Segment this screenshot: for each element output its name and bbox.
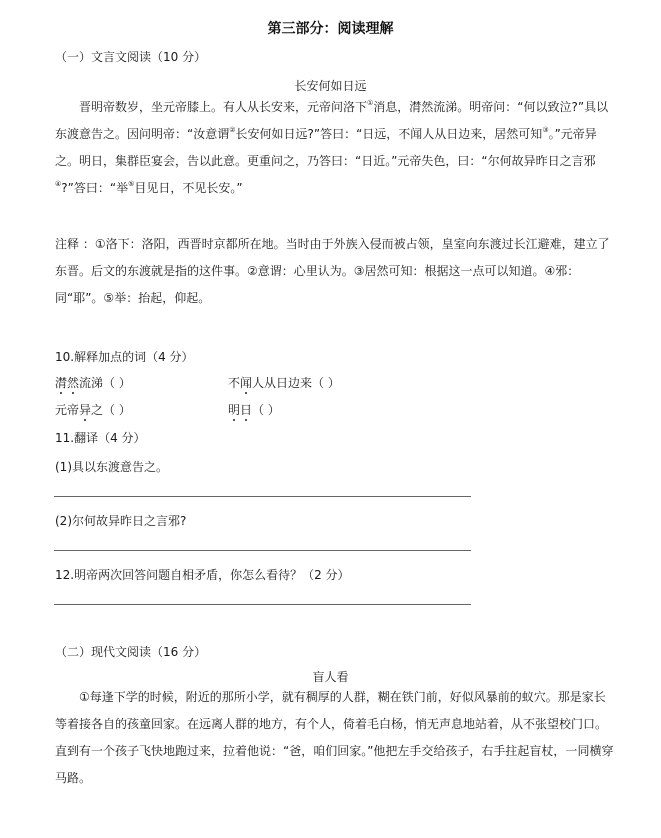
footnote-marker: ④ xyxy=(55,180,62,188)
answer-blank[interactable]: （ ） xyxy=(252,403,280,417)
question-12-label: 12.明帝两次回答问题自相矛盾，你怎么看待？（2 分） xyxy=(55,568,350,582)
dotted-char: 然 xyxy=(67,376,80,390)
q11-item-1: (1)具以东渡意告之。 xyxy=(55,460,168,474)
word-pre: 元帝 xyxy=(55,403,80,417)
answer-blank[interactable]: （ ） xyxy=(312,376,340,390)
answer-line[interactable] xyxy=(54,496,471,497)
passage-text: 长安何如日远?”答曰：“日远，不闻人从日边来，居然可知 xyxy=(235,127,543,141)
word-rest: 人从日边来 xyxy=(252,376,313,390)
q11-item-2: (2)尔何故异昨日之言邪? xyxy=(55,514,187,528)
footnote-marker: ③ xyxy=(542,126,549,134)
footnote-marker: ② xyxy=(229,126,236,134)
dotted-char: 明 xyxy=(228,403,241,417)
word-pre: 不 xyxy=(228,376,241,390)
dotted-word xyxy=(228,403,252,417)
dotted-char: 潸 xyxy=(55,376,68,390)
footnote-marker: ① xyxy=(367,99,374,107)
section-heading-modern: （二）现代文阅读（16 分） xyxy=(55,645,207,659)
passage-title-classical: 长安何如日远 xyxy=(294,79,367,93)
page-title: 第三部分：阅读理解 xyxy=(267,21,394,37)
q10-item-2 xyxy=(228,374,340,391)
section-heading-classical: （一）文言文阅读（10 分） xyxy=(55,50,207,64)
annotation-notes: 注释 ：①洛下：洛阳，西晋时京都所在地。当时由于外族入侵而被占领，皇室向东渡过长江避难，建立了东晋。后文的东渡就是指的这件事。②意谓：心里认为。③居然可知：根据这一点可以知道。④邪：同“耶”。⑤举：抬起，仰起。 xyxy=(55,237,610,305)
passage-text: 消息，潸然流涕。明帝问：“何以致泣?”具以东渡意告之。因问明帝：“汝意谓 xyxy=(55,100,609,141)
dotted-char: 异 xyxy=(79,403,92,417)
question-11-label: 11.翻译（4 分） xyxy=(55,431,146,445)
dotted-char: 日 xyxy=(240,403,253,417)
question-10-label: 10.解释加点的词（4 分） xyxy=(55,350,194,364)
modern-passage-paragraph-1: ①每逢下学的时候，附近的那所小学，就有稠厚的人群，糊在铁门前，好似风暴前的蚁穴。那是家长等着接各自的孩童回家。在远离人群的地方，有个人，倚着毛白杨，悄无声息地站着，从不张望校门口。直到有一个孩子飞快地跑过来，拉着他说：“爸，咱们回家。”他把左手交给孩子，右手拄起盲杖，一同横穿马路。 xyxy=(55,690,614,785)
answer-blank[interactable]: （ ） xyxy=(103,376,131,390)
answer-blank[interactable]: （ ） xyxy=(103,403,131,417)
q10-item-4 xyxy=(228,401,280,418)
dotted-char: 闻 xyxy=(240,376,253,390)
footnote-marker: ⑤ xyxy=(128,180,135,188)
word-rest: 流涕 xyxy=(79,376,104,390)
passage-text: 晋明帝数岁，坐元帝膝上。有人从长安来，元帝问洛下 xyxy=(79,100,368,114)
passage-text: 目见日，不见长安。” xyxy=(134,181,243,195)
answer-line[interactable] xyxy=(54,604,471,605)
q10-item-3 xyxy=(55,401,131,418)
passage-text: 。”元帝异之。明日，集群臣宴会，告以此意。更重问之，乃答曰：“日近。”元帝失色，曰：“尔何故异昨日之言邪 xyxy=(55,127,597,168)
passage-title-modern: 盲人看 xyxy=(312,670,349,684)
answer-line[interactable] xyxy=(54,550,471,551)
passage-text: ?”答曰：“举 xyxy=(61,181,129,195)
word-rest: 之 xyxy=(91,403,104,417)
q10-item-1 xyxy=(55,374,131,391)
dotted-word xyxy=(55,376,79,390)
classical-passage xyxy=(55,94,615,202)
